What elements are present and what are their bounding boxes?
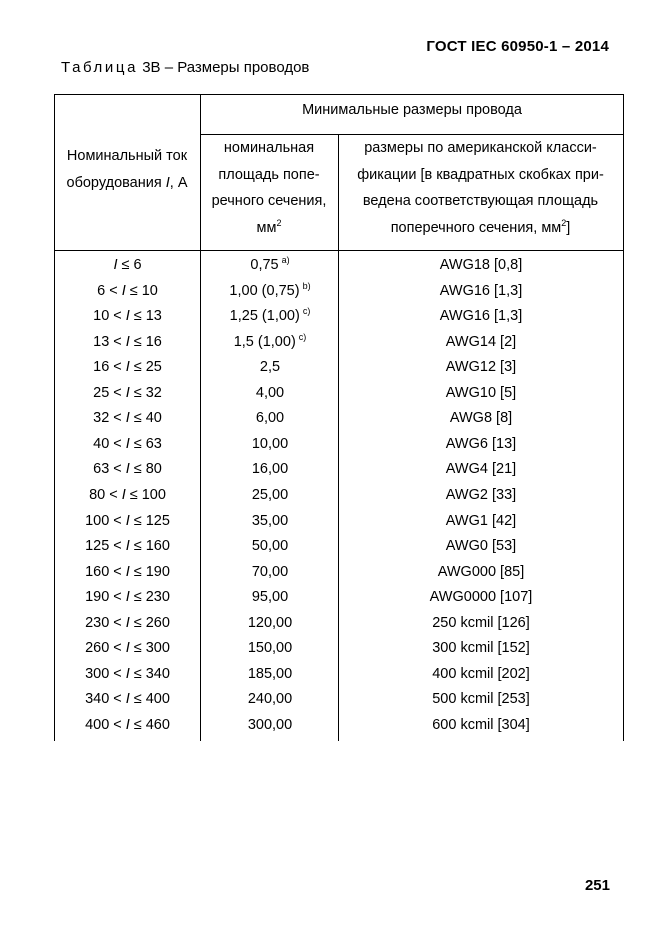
table-row bbox=[54, 381, 624, 407]
area-header-line1: номинальная bbox=[223, 140, 315, 156]
awg-cell: AWG10 [5] bbox=[445, 384, 517, 401]
area-cell: 1,5 (1,00) $^{c)}$ bbox=[233, 331, 307, 350]
area-cell: 4,00 bbox=[255, 384, 285, 401]
awg-cell: 500 kcmil [253] bbox=[432, 691, 530, 708]
current-range-cell: 340 < I ≤ 400 bbox=[85, 691, 170, 708]
table-row bbox=[54, 509, 624, 535]
table-row bbox=[54, 585, 624, 611]
current-range-cell: 25 < I ≤ 32 bbox=[93, 384, 162, 401]
area-cell: 6,00 bbox=[255, 410, 285, 427]
awg-cell: AWG2 [33] bbox=[445, 486, 517, 503]
table-row bbox=[54, 687, 624, 713]
awg-cell: AWG18 [0,8] bbox=[439, 257, 523, 273]
area-cell: 50,00 bbox=[251, 538, 289, 555]
table-word: Таблица bbox=[61, 59, 139, 76]
table-row bbox=[54, 457, 624, 483]
table-row bbox=[54, 279, 624, 305]
current-header-line1: Номинальный ток bbox=[66, 148, 188, 164]
table-row bbox=[54, 713, 624, 739]
table-title bbox=[61, 59, 309, 76]
area-cell: 185,00 bbox=[247, 665, 293, 682]
awg-cell: AWG16 [1,3] bbox=[439, 282, 523, 299]
table-row bbox=[54, 560, 624, 586]
current-range-cell: 10 < I ≤ 13 bbox=[93, 308, 162, 325]
table-caption: 3B – Размеры проводов bbox=[142, 59, 310, 76]
awg-cell: AWG16 [1,3] bbox=[439, 308, 523, 325]
area-header-line4: $мм^2$ bbox=[256, 217, 282, 236]
awg-cell: AWG12 [3] bbox=[445, 359, 517, 376]
table-row bbox=[54, 432, 624, 458]
area-cell: 25,00 bbox=[251, 486, 289, 503]
awg-cell: 250 kcmil [126] bbox=[432, 614, 530, 631]
current-header-line2: оборудования I, А bbox=[66, 174, 188, 191]
current-range-cell: 40 < I ≤ 63 bbox=[93, 435, 162, 452]
current-range-cell: 260 < I ≤ 300 bbox=[85, 640, 170, 657]
area-cell: 95,00 bbox=[251, 589, 289, 606]
footnote-mark: c) bbox=[298, 331, 307, 342]
current-range-cell: 230 < I ≤ 260 bbox=[85, 614, 170, 631]
area-cell: 1,25 (1,00) $^{c)}$ bbox=[229, 306, 311, 325]
table-row bbox=[54, 483, 624, 509]
current-range-cell: 80 < I ≤ 100 bbox=[89, 486, 166, 503]
table-row bbox=[54, 304, 624, 330]
awg-cell: AWG0 [53] bbox=[445, 538, 517, 555]
table-row bbox=[54, 253, 624, 279]
area-cell: 240,00 bbox=[247, 691, 293, 708]
table-row bbox=[54, 355, 624, 381]
area-column-header bbox=[200, 135, 338, 241]
awg-cell: AWG14 [2] bbox=[445, 333, 517, 350]
area-cell: 120,00 bbox=[247, 614, 293, 631]
current-range-cell: 16 < I ≤ 25 bbox=[93, 359, 162, 376]
table-row bbox=[54, 611, 624, 637]
awg-cell: 300 kcmil [152] bbox=[432, 640, 530, 657]
awg-header-line4: поперечного сечения, $мм^2$] bbox=[390, 217, 571, 236]
table-row bbox=[54, 534, 624, 560]
current-range-cell: 32 < I ≤ 40 bbox=[93, 410, 162, 427]
awg-header-line3: ведена соответствующая площадь bbox=[362, 193, 599, 209]
area-cell: 300,00 bbox=[247, 716, 293, 733]
table-row bbox=[54, 330, 624, 356]
table-row bbox=[54, 406, 624, 432]
page-number: 251 bbox=[584, 877, 610, 894]
current-range-cell: 160 < I ≤ 190 bbox=[85, 563, 170, 580]
awg-cell: AWG0000 [107] bbox=[429, 589, 533, 606]
footnote-mark: c) bbox=[302, 306, 311, 317]
wire-size-table bbox=[54, 94, 624, 741]
awg-cell: 600 kcmil [304] bbox=[432, 716, 530, 733]
current-range-cell: 125 < I ≤ 160 bbox=[85, 538, 170, 555]
area-cell: 10,00 bbox=[251, 435, 289, 452]
table-top-border bbox=[54, 94, 624, 95]
awg-cell: AWG000 [85] bbox=[437, 563, 525, 580]
header-bottom-border bbox=[54, 250, 624, 251]
current-range-cell: 100 < I ≤ 125 bbox=[85, 512, 170, 529]
area-header-line3: речного сечения, bbox=[211, 193, 327, 209]
awg-cell: AWG6 [13] bbox=[445, 435, 517, 452]
current-range-cell: 13 < I ≤ 16 bbox=[93, 333, 162, 350]
awg-column-header bbox=[338, 135, 623, 241]
area-cell: 0,75 $^{a)}$ bbox=[250, 255, 290, 273]
area-cell: 35,00 bbox=[251, 512, 289, 529]
area-cell: 16,00 bbox=[251, 461, 289, 478]
awg-cell: 400 kcmil [202] bbox=[432, 665, 530, 682]
current-column-header bbox=[54, 143, 200, 196]
min-size-group-header: Минимальные размеры провода bbox=[302, 102, 522, 118]
table-row bbox=[54, 636, 624, 662]
current-range-cell: 300 < I ≤ 340 bbox=[85, 665, 170, 682]
footnote-mark: b) bbox=[302, 280, 311, 291]
awg-cell: AWG8 [8] bbox=[449, 410, 513, 427]
awg-header-line2: фикации [в квадратных скобках при- bbox=[357, 166, 604, 183]
current-range-cell: 63 < I ≤ 80 bbox=[93, 461, 162, 478]
area-cell: 1,00 (0,75) $^{b)}$ bbox=[229, 280, 311, 299]
awg-cell: AWG4 [21] bbox=[445, 461, 517, 478]
footnote-mark: a) bbox=[281, 255, 290, 265]
area-cell: 150,00 bbox=[247, 640, 293, 657]
current-range-cell: I ≤ 6 bbox=[113, 257, 142, 273]
current-range-cell: 400 < I ≤ 460 bbox=[85, 716, 170, 733]
current-range-cell: 6 < I ≤ 10 bbox=[97, 282, 158, 299]
area-cell: 70,00 bbox=[251, 563, 289, 580]
area-header-line2: площадь попе- bbox=[218, 166, 320, 183]
table-row bbox=[54, 662, 624, 688]
awg-cell: AWG1 [42] bbox=[445, 512, 517, 529]
standard-code: ГОСТ IEC 60950-1 – 2014 bbox=[426, 38, 609, 55]
awg-header-line1: размеры по американской класси- bbox=[364, 140, 597, 156]
area-cell: 2,5 bbox=[259, 359, 281, 376]
current-range-cell: 190 < I ≤ 230 bbox=[85, 589, 170, 606]
